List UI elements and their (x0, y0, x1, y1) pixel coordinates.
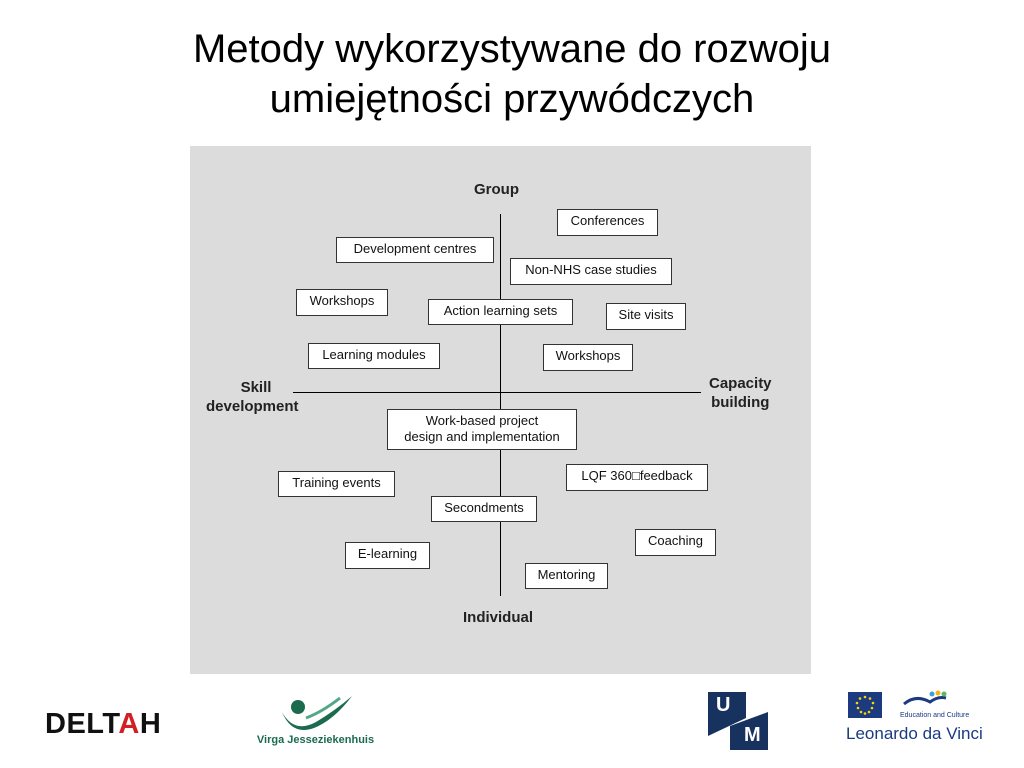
leadership-methods-diagram (190, 146, 811, 674)
box-development-centres: Development centres (336, 237, 494, 263)
um-logo-letter-m: M (744, 724, 761, 746)
box-action-learning-sets: Action learning sets (428, 299, 573, 325)
axis-label-group: Group (474, 181, 519, 198)
box-mentoring: Mentoring (525, 563, 608, 589)
box-secondments: Secondments (431, 496, 537, 522)
deltah-logo-suffix: H (139, 708, 162, 740)
virga-jesseziekenhuis-logo (248, 690, 383, 760)
axis-label-skill-development (206, 378, 310, 416)
box-e-learning: E-learning (345, 542, 430, 569)
leonardo-da-vinci-logo (846, 688, 983, 752)
horizontal-axis-line (293, 392, 701, 393)
vertical-axis-line (500, 214, 501, 596)
axis-label-skill-line-1: Skill (240, 379, 272, 396)
axis-label-individual: Individual (463, 609, 534, 626)
deltah-logo-prefix: DELT (45, 708, 119, 740)
virga-logo-text: Virga Jesseziekenhuis (256, 734, 375, 746)
um-logo-letter-u: U (716, 694, 731, 716)
box-conferences: Conferences (557, 209, 658, 236)
box-non-nhs-case-studies: Non-NHS case studies (510, 258, 672, 285)
axis-label-capacity-line-2: building (711, 394, 770, 411)
sponsor-logos-bar (0, 680, 1024, 768)
ldv-name: Leonardo da Vinci (846, 724, 983, 743)
box-lqf-360-feedback: LQF 360□feedback (566, 464, 708, 491)
box-workshops-right: Workshops (543, 344, 633, 371)
box-training-events: Training events (278, 471, 395, 497)
box-work-based-line-2: design and implementation (404, 429, 560, 444)
slide-title (0, 24, 1024, 124)
box-coaching: Coaching (635, 529, 716, 556)
box-work-based-project (387, 409, 577, 450)
box-site-visits: Site visits (606, 303, 686, 330)
axis-label-capacity-line-1: Capacity (709, 375, 772, 392)
slide-title-line-2: umiejętności przywódczych (269, 77, 755, 121)
deltah-logo-mark: A (118, 708, 140, 740)
deltah-logo (45, 708, 161, 741)
box-learning-modules: Learning modules (308, 343, 440, 369)
box-workshops-left: Workshops (296, 289, 388, 316)
axis-label-capacity-building (709, 374, 772, 412)
ldv-caption: Education and Culture (900, 712, 970, 719)
box-work-based-line-1: Work-based project (425, 413, 539, 428)
university-maastricht-logo (706, 688, 770, 752)
axis-label-skill-line-2: development (206, 398, 299, 415)
virga-swoosh-icon (248, 690, 383, 734)
slide-title-line-1: Metody wykorzystywane do rozwoju (192, 27, 832, 71)
